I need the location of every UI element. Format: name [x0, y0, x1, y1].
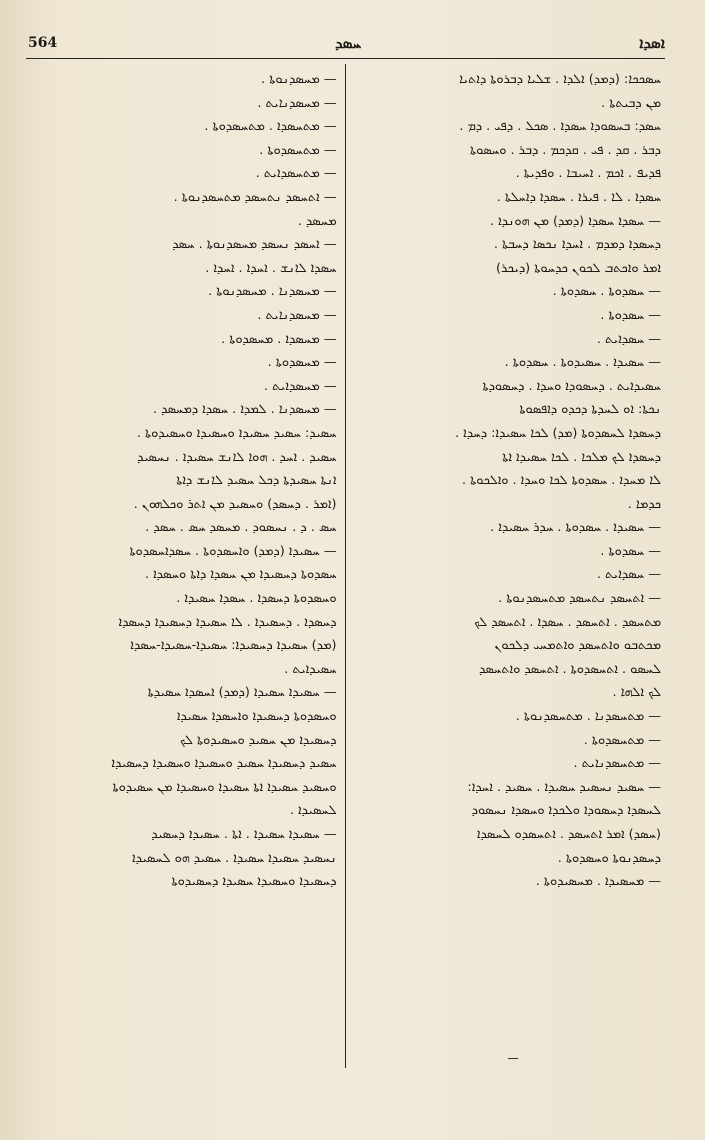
text-line: ܠܚܣܘ . ܐܬܚܣܕܘܬܐ . ܐܬܚܣܕ ܘܐܬܚܣܕ: [479, 661, 661, 677]
text-line: — ܡܚܣܝܕܐ . ܡܚܣܝܕܘܬܐ .: [535, 874, 661, 890]
header-rule: [26, 58, 665, 59]
text-line: ܕܚܣܕܐ . ܕܚܣܝܕܐ . ܠܐ ܚܣܝܕܐ ܕܚܣܝܕܐ ܕܚܣܕܐ: [118, 614, 337, 630]
text-line: ܡܟܬܒܘ ܘܐܬܚܣܕ ܘܐܬܡܚܝ ܕܠܟܘܢ: [494, 638, 661, 654]
text-line: — ܡܚܣܕܢܐܝܬ .: [257, 307, 337, 323]
text-line: ܐܡܪ ܘܐܟܬܒ ܠܟܘܢ ܟܕܚܘܬܐ (ܕܝܟܪ): [496, 260, 661, 276]
text-line: — ܚܣܕܐܝܬ .: [596, 331, 661, 347]
text-line: ܕܚܣܕܐ ܠܚܣܕܘܬܐ (ܡܕ) ܠܟܐ ܚܣܝܕܐ: ܕܚܕܐ .: [455, 425, 661, 441]
text-line: — ܚܣܝܕܐ . ܚܣܕܘܬܐ . ܚܕܪ ܚܣܝܕܐ .: [490, 520, 661, 536]
text-line: ܚܣܕܘܬܐ ܕܚܣܝܕܐ ܡܢ ܚܣܕܐ ܕܐܬܐ ܘܚܣܕܐ .: [144, 567, 337, 583]
text-line: ܚܣܝܕܐܝܬ . ܕܚܣܘܕܐ ܘܚܕܐ . ܕܚܣܘܕܬܐ: [482, 378, 661, 394]
text-line: — ܚܣܕܘܬܐ . ܚܣܕܘܬܐ .: [552, 284, 661, 300]
left-column: [26, 64, 346, 1068]
text-line: ܢܟܬܐ: ܐܘ ܠܚܕܬܐ ܕܟܕܘ ܕܐܦܣܘܬܐ: [519, 402, 661, 418]
text-line: — ܚܣܕܘܬܐ .: [600, 307, 661, 323]
text-line: — ܡܚܣܕܐ . ܡܚܣܕܘܬܐ .: [221, 331, 337, 347]
text-line: — ܡܬܚܣܕܢܐܝܬ .: [573, 756, 661, 772]
text-line: — ܐܬܚܣܕ ܢܬܚܣܕ ܡܬܚܣܕܢܘܬܐ .: [173, 189, 337, 205]
text-line: ܘܚܣܝܕ ܚܣܝܕܐ ܐܬܐ ܚܣܝܕܐ ܘܚܣܝܕܐ ܡܢ ܚܣܝܕܘܬܐ: [112, 779, 337, 795]
text-line: ܚܣܝܕ . ܐܚܕ . ܗܘܐ ܠܐܢܫ ܚܣܝܕܐ . ܢܚܣܝܕ: [137, 449, 337, 465]
text-line: — ܚܣܝܕܐ . ܚܣܝܕܘܬܐ . ܚܣܕܘܬܐ .: [504, 355, 661, 371]
text-line: — ܚܣܝܕܐ (ܕܡܕ) ܘܐܚܣܕܘܬܐ . ܚܣܕܐܚܣܕܘܬܐ: [129, 543, 337, 559]
text-line: — ܡܚܣܕܘܬܐ .: [267, 355, 337, 371]
page-number: 564: [28, 35, 58, 51]
text-line: — ܚܣܝܕܐ ܚܣܝܕܐ (ܕܡܕ) ܐܚܣܕܐ ܚܣܝܕܬܐ: [147, 685, 337, 701]
text-line: — ܚܣܝܕ ܢܚܣܝܕ ܚܣܝܕܐ . ܚܣܝܕ . ܐܚܕܐ:: [467, 779, 661, 795]
text-line: ܡܚܣܕ .: [297, 213, 337, 229]
text-line: — ܡܚܣܕܢܐ . ܠܡܕܐ . ܚܣܕܐ ܕܡܚܣܕ .: [153, 402, 337, 418]
text-line: — ܐܚܣܕ ܢܚܣܕ ܡܚܣܕܢܘܬܐ . ܚܣܕ: [172, 237, 337, 253]
text-line: ܡܬܚܣܕ . ܐܬܚܣܕ . ܚܣܕܐ . ܐܬܚܣܕ ܠܟ: [474, 614, 661, 630]
text-line: ܕܚܣܝܕܐ ܡܢ ܚܣܝܕ ܘܚܣܝܕܘܬܐ ܠܟ: [179, 732, 337, 748]
text-line: ܚܣܕ: ܒܚܣܘܕܐ ܚܣܕܐ . ܣܟܠ . ܕܦܝ . ܕܡ .: [459, 119, 661, 135]
text-line: ܠܚܣܝܕܐ .: [289, 803, 337, 819]
text-line: — ܐܬܚܣܕ ܢܬܚܣܕ ܡܬܚܣܕܢܘܬܐ .: [498, 591, 661, 607]
text-line: (ܚܣܕ) ܐܡܪ ܐܬܚܣܕ . ܐܬܚܣܕܘ ܠܚܣܕܐ: [476, 827, 661, 842]
text-line: ܦܕܝܦ . ܐܟܡ . ܐܚܝܒܐ . ܘܦܕܝܬܐ .: [515, 166, 661, 182]
text-line: (ܡܕ) ܚܣܝܕܐ ܕܚܣܝܕܐ: ܚܣܝܕܐ-ܚܣܝܕܐ-ܚܣܕܐ: [130, 638, 337, 654]
text-line: ܘܚܣܕܘܬܐ ܕܚܣܕܐ . ܚܣܕܐ ܚܣܝܕܐ .: [176, 591, 337, 607]
text-line: — ܡܬܚܣܕܐ . ܡܬܚܣܕܘܬܐ .: [204, 119, 337, 135]
text-line: ܚܣ . ܕ . ܢܚܣܘܕ . ܡܚܣܕ ܚܣ . ܚܣܕ .: [145, 520, 337, 536]
text-line: — ܚܣܕܐ ܚܣܕܐ (ܕܡܕ) ܡܢ ܗܘܢܕܐ .: [489, 213, 661, 229]
text-line: ܘܚܣܕܘܬܐ ܕܚܣܝܕܐ ܘܐܚܣܕܐ ܚܣܝܕܐ: [176, 709, 337, 725]
two-column-body: [26, 64, 665, 1068]
text-line: ܚܣܕܐ . ܠܐ . ܦܝܪܐ . ܚܣܕܐ ܕܐܚܠܬܐ .: [496, 189, 661, 205]
text-line: (ܐܡܪ . ܕܚܣܕ) ܘܚܣܝܕ ܡܢ ܐܬܪ ܘܟܠܗܘܢ .: [133, 496, 337, 512]
text-line: ܟܕܡܐ .: [627, 496, 661, 512]
text-line: ܕܚܣܝܕܐ ܘܚܣܝܕܐ ܚܣܝܕܐ ܕܚܣܝܕܘܬܐ: [171, 874, 337, 890]
text-line: — ܚܣܝܕܐ ܚܣܝܕܐ . ܐܬܐ . ܚܣܝܕܐ ܕܚܣܝܕ: [151, 827, 337, 842]
text-line: — ܡܚܣܕܐܝܬ .: [263, 378, 337, 394]
text-line: ܠܟ ܐܠܗܐ .: [612, 685, 661, 701]
text-line: ܕܚܣܕܐ ܠܟ ܡܠܟܐ . ܠܟܐ ܚܣܝܕܐ ܐܬܐ: [502, 449, 661, 465]
text-line: — ܡܚܣܕܢܘܬܐ .: [261, 72, 337, 87]
text-line: ܕܒܪ . ܩܕ . ܦܝ . ܩܕܟܡ . ܕܒܪ . ܘܚܣܘܬܐ: [470, 142, 661, 158]
right-column: [346, 64, 666, 1068]
text-line: ܐܢܬܐ ܚܣܝܕܬܐ ܕܟܠ ܚܣܝܕ ܠܐܢܫ ܕܐܬܐ: [176, 473, 337, 489]
text-line: ܡܢ ܕܒܝܬܬܐ .: [601, 95, 661, 111]
text-line: — ܡܬܚܣܕܘܬܐ .: [583, 732, 661, 748]
running-header: [28, 30, 665, 56]
text-line: ܕܚܣܕܢܘܬܐ ܘܚܣܕܘܬܐ .: [557, 850, 661, 866]
running-head-center: ܚܣܕ: [335, 34, 362, 52]
text-line: — ܡܬܚܣܕܘܬܐ .: [259, 142, 337, 158]
text-line: — ܡܬܚܣܕܐܝܬ .: [255, 166, 337, 182]
text-line: — ܚܣܕܘܬܐ .: [600, 543, 661, 559]
text-line: ܠܐ ܡܚܕܐ . ܚܣܕܘܬܐ ܠܟܐ ܘܚܕܐ . ܘܐܠܟܘܬܐ .: [462, 473, 661, 489]
text-line: ܠܚܣܕܐ ܕܚܣܘܕܐ ܘܠܟܕܐ ܘܚܣܕܐ ܢܚܣܘܕ: [471, 803, 661, 819]
text-line: ܚܣܟܟܐ: (ܕܡܕ) ܐܠܕܐ . ܫܠܝܐ ܕܒܪܘܬܐ ܕܐܬܝܐ: [459, 72, 661, 87]
text-line: ܚܣܕܐ ܠܐܢܫ . ܐܚܕܐ . ܐܚܕܐ .: [205, 260, 337, 276]
text-line: — ܡܬܚܣܕܢܐ . ܡܬܚܣܕܢܘܬܐ .: [515, 709, 661, 725]
text-line: ܚܣܝܕ: ܚܣܝܕ ܚܣܝܕܐ ܘܚܣܝܕܐ ܘܚܣܝܕܘܬܐ .: [136, 425, 337, 441]
running-head-right: ܐܣܕܐ: [639, 34, 665, 52]
text-line: ܢܚܣܝܕ ܚܣܝܕܐ ܚܣܝܕܐ . ܚܣܝܕ ܗܘ ܠܚܣܝܕܐ: [132, 850, 337, 866]
text-line: ܚܣܝܕܐܝܬ .: [284, 661, 337, 677]
text-line: ܕܚܣܕܐ ܕܡܕܡ . ܐܚܕܐ ܢܟܣܐ ܕܚܒܬܐ .: [493, 237, 661, 253]
text-line: ܚܣܝܕ ܕܚܣܝܕܐ ܚܣܝܕ ܘܚܣܝܕܐ ܘܚܣܝܕܐ ܕܚܣܝܕܐ: [111, 756, 337, 772]
page-footer-mark: [508, 1058, 518, 1059]
text-line: — ܡܚܣܕܢܐܝܬ .: [257, 95, 337, 111]
text-line: — ܡܚܣܕܢܐ . ܡܚܣܕܢܘܬܐ .: [208, 284, 337, 300]
text-line: — ܚܣܕܐܝܬ .: [596, 567, 661, 583]
